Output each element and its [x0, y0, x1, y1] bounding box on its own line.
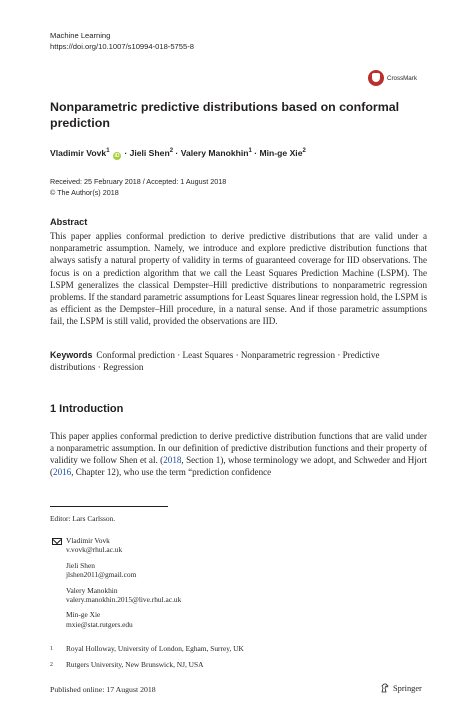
journal-header	[50, 30, 194, 52]
affiliation	[50, 657, 244, 673]
orcid-icon[interactable]: iD	[114, 153, 120, 159]
keywords	[50, 349, 427, 373]
keywords-label: Keywords	[50, 350, 93, 360]
affiliation-number: 2	[50, 662, 53, 668]
journal-name: Machine Learning	[50, 31, 111, 40]
contact-entry	[50, 610, 181, 629]
abstract-heading: Abstract	[50, 217, 88, 227]
affiliation-number: 1	[50, 646, 53, 652]
author-list: Vladimir Vovk$^1$ iD · Jieli Shen$^2$ · Valery Manokhin$^1$ · Min-ge Xie$^2$	[50, 148, 306, 159]
contact-entry	[50, 586, 181, 605]
author-name: Valery Manokhin	[180, 148, 249, 158]
contact-email[interactable]: mxie@stat.rutgers.edu	[66, 619, 133, 629]
editor-note: Editor: Lars Carlsson.	[50, 514, 116, 523]
contact-name: Jieli Shen	[66, 560, 95, 570]
crossmark-label: CrossMark	[387, 74, 417, 82]
citation-link[interactable]: 2018	[163, 455, 182, 465]
citation-link[interactable]: 2016	[53, 467, 72, 477]
copyright: © The Author(s) 2018	[50, 188, 119, 197]
author-affiliation-mark: 1	[106, 148, 110, 155]
contact-email[interactable]: v.vovk@rhul.ac.uk	[66, 545, 123, 555]
contact-name: Valery Manokhin	[66, 585, 118, 595]
author-affiliation-mark: 2	[302, 148, 306, 155]
envelope-icon	[52, 538, 62, 545]
doi-link[interactable]: https://doi.org/10.1007/s10994-018-5755-8	[50, 42, 194, 51]
received-accepted: Received: 25 February 2018 / Accepted: 1 August 2018	[50, 177, 227, 186]
publisher-logo	[380, 683, 422, 693]
article-dates	[50, 176, 226, 198]
intro-text: , Chapter 12), who use the term “prediction confidence	[71, 467, 272, 477]
contact-email[interactable]: valery.manokhin.2015@live.rhul.ac.uk	[66, 595, 182, 605]
paper-title: Nonparametric predictive distributions based on conformal prediction	[50, 100, 400, 130]
affiliation-text: Royal Holloway, University of London, Egham, Surrey, UK	[66, 644, 244, 653]
keywords-text: Conformal prediction · Least Squares · Nonparametric regression · Predictive distributions · Regression	[50, 350, 380, 372]
introduction-text	[50, 430, 427, 478]
author-name: Jieli Shen	[129, 148, 170, 158]
author-affiliation-mark: 1	[248, 148, 252, 155]
contact-entry	[50, 561, 181, 580]
affiliation	[50, 641, 244, 657]
author-name: Min-ge Xie	[259, 148, 303, 158]
published-date: Published online: 17 August 2018	[50, 685, 156, 694]
section-heading: 1 Introduction	[50, 403, 124, 415]
contact-email[interactable]: jlshen2011@gmail.com	[66, 570, 137, 580]
footnote-divider	[50, 506, 168, 507]
affiliation-text: Rutgers University, New Brunswick, NJ, USA	[66, 660, 204, 669]
contact-name: Vladimir Vovk	[66, 536, 110, 545]
contact-list	[50, 536, 181, 635]
author-name: Vladimir Vovk	[50, 148, 107, 158]
contact-entry	[50, 536, 181, 555]
intro-text: This paper applies conformal prediction to derive predictive distribution functions that are valid under a nonparametric assumption. In our definition of predictive distribution functions and their property of validity we follow Shen et al. (	[50, 431, 427, 465]
publisher-name: Springer	[393, 683, 422, 693]
intro-text: , Section 1), whose terminology we adopt, and Schweder and Hjort (	[50, 455, 427, 477]
crossmark-icon	[368, 70, 384, 86]
abstract-text: This paper applies conformal prediction to derive predictive distributions that are valid under a nonparametric assumption. Namely, we introduce and explore predictive distribution functions that always satisfy a natural property of validity in terms of guaranteed coverage for IID observations. The focus is on a prediction algorithm that we call the Least Squares Prediction Machine (LSPM). The LSPM generalizes the classical Dempster–Hill predictive distributions to nonparametric regression problems. If the standard parametric assumptions for Least Squares linear regression hold, the LSPM is as efficient as the Dempster–Hill procedure, in a natural sense. And if those parametric assumptions fail, the LSPM is still valid, provided the observations are IID.	[50, 231, 427, 327]
contact-name: Min-ge Xie	[66, 610, 101, 620]
affiliation-list	[50, 641, 244, 673]
author-affiliation-mark: 2	[169, 148, 174, 155]
springer-horse-icon	[380, 683, 390, 693]
crossmark-badge[interactable]	[368, 70, 417, 86]
